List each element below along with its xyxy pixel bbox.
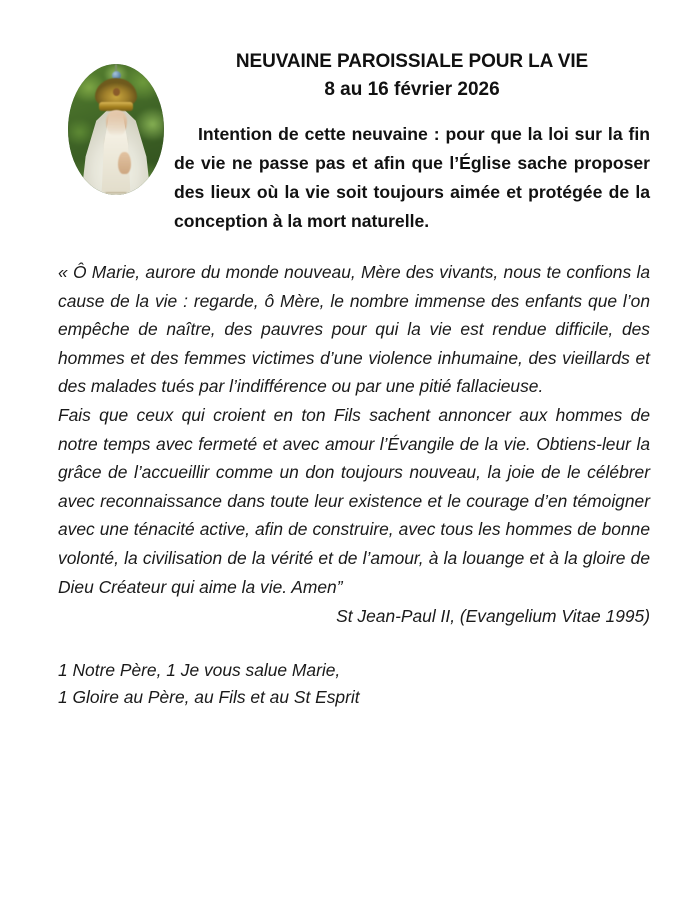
page-subtitle-dates: 8 au 16 février 2026 [324, 79, 500, 100]
novena-intention: Intention de cette neuvaine : pour que la loi sur la fin de vie ne passe pas et afin que l’Église sache proposer des lieux où la vie soit toujours aimée et protégée de la conception à la mort naturelle. [174, 124, 650, 231]
praying-hands [118, 152, 131, 174]
crown-jewel-icon [113, 88, 120, 96]
prayer-paragraph-2: Fais que ceux qui croient en ton Fils sachent annoncer aux hommes de notre temps avec fermeté et avec amour l’Évangile de la vie. Obtiens-leur la grâce de l’accueillir comme un don toujours nouveau, la joie de le célébrer avec reconnaissance dans toute leur existence et le courage d’en témoigner avec une ténacité active, afin de construire, avec tous les hommes de bonne volonté, la civilisation de la vérité et de l’amour, à la louange et à la gloire de Dieu Créateur qui aime la vie. Amen” [58, 404, 650, 597]
page-title: NEUVAINE PAROISSIALE POUR LA VIE [235, 51, 589, 72]
our-lady-of-fatima-photo [68, 64, 164, 195]
closing-prayers [0, 631, 700, 711]
oval-photo-frame [68, 64, 164, 195]
closing-prayer-line-2: 1 Gloire au Père, au Fils et au St Esprit [58, 687, 360, 708]
title-block [174, 48, 700, 104]
document-header [0, 0, 700, 236]
closing-prayer-line-1: 1 Notre Père, 1 Je vous salue Marie, [58, 660, 341, 681]
prayer-attribution: St Jean-Paul II, (Evangelium Vitae 1995) [336, 606, 650, 627]
prayer-paragraph-1: « Ô Marie, aurore du monde nouveau, Mère des vivants, nous te confions la cause de la vie : regarde, ô Mère, le nombre immense des enfants que l’on empêche de naître, des pauvres pour qui la vie est rendue difficile, des hommes et des femmes victimes d’une violence inhumaine, des vieillards et des malades tués par l’indifférence ou par une pitié fallacieuse. [58, 262, 650, 397]
